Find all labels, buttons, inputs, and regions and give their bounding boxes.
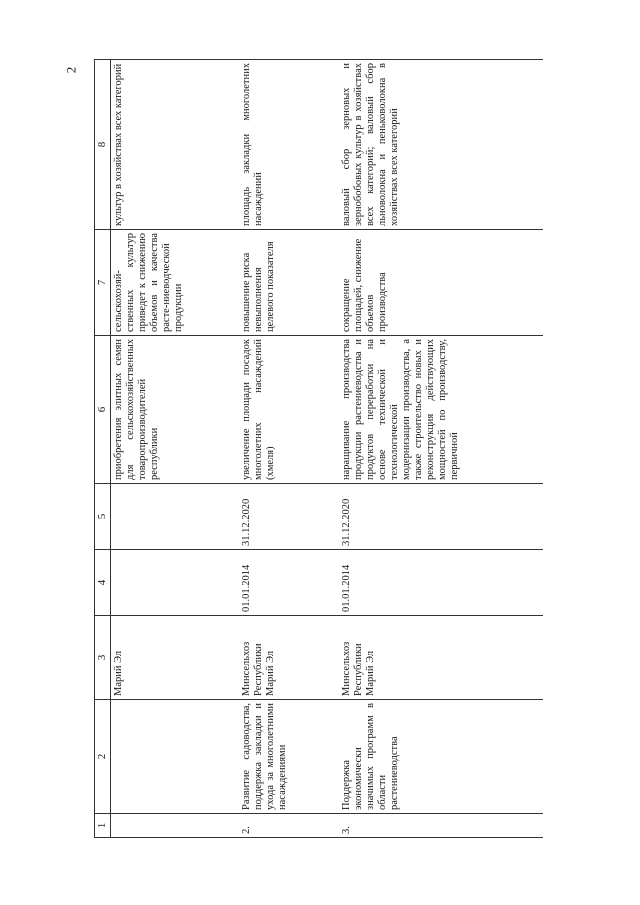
- measure-name: Поддержка экономически значимых программ в области растениеводства: [335, 700, 543, 814]
- column-number: 1: [95, 814, 111, 838]
- rotated-table-sheet: [94, 60, 540, 838]
- indicator-cell: культур в хозяйствах всех категорий: [110, 60, 235, 230]
- row-number: [110, 814, 235, 838]
- start-date-cell: 01.01.2014: [335, 550, 543, 616]
- page-number: 2: [63, 66, 79, 74]
- column-number: 3: [95, 616, 111, 700]
- column-number: 7: [95, 230, 111, 336]
- consequence-cell: повышение риска невыполнения целевого показателя: [235, 230, 335, 336]
- column-number-row: [95, 60, 111, 838]
- executor-cell: Минсельхоз Республики Марий Эл: [235, 616, 335, 700]
- measures-table: [94, 59, 543, 838]
- end-date-cell: [110, 484, 235, 550]
- consequence-cell: сокращение площадей, снижение объемов производства: [335, 230, 543, 336]
- column-number: 4: [95, 550, 111, 616]
- column-number: 6: [95, 336, 111, 484]
- expected-result-cell: наращивание производства продукции растениеводства и продуктов переработки на основе технической и технологической модернизации производства, а также строительство новых и реконструкция действующих мощностей по производству, первичной: [335, 336, 543, 484]
- table-row: [110, 60, 235, 838]
- column-number: 2: [95, 700, 111, 814]
- measure-name: Развитие садоводства, поддержка закладки и ухода за многолетними насаждениями: [235, 700, 335, 814]
- executor-cell: Минсельхоз Республики Марий Эл: [335, 616, 543, 700]
- row-number: 3.: [335, 814, 543, 838]
- indicator-cell: валовый сбор зерновых и зернобобовых культур в хозяйствах всех категорий; валовый сбор льноволокна и пеньковолокна в хозяйствах всех категорий: [335, 60, 543, 230]
- end-date-cell: 31.12.2020: [335, 484, 543, 550]
- end-date-cell: 31.12.2020: [235, 484, 335, 550]
- executor-cell: Марий Эл: [110, 616, 235, 700]
- start-date-cell: 01.01.2014: [235, 550, 335, 616]
- column-number: 5: [95, 484, 111, 550]
- indicator-cell: площадь закладки многолетних насаждений: [235, 60, 335, 230]
- expected-result-cell: увеличение площади посадок многолетних насаждений (хмеля): [235, 336, 335, 484]
- start-date-cell: [110, 550, 235, 616]
- consequence-cell: сельскохозяй-ственных культур приведет к снижению объемов и качества расте-ниеводческой продукции: [110, 230, 235, 336]
- row-number: 2.: [235, 814, 335, 838]
- table-row: [235, 60, 335, 838]
- measure-name: [110, 700, 235, 814]
- table-row: [335, 60, 543, 838]
- expected-result-cell: приобретения элитных семян для сельскохозяйственных товаропроизводителей республики: [110, 336, 235, 484]
- column-number: 8: [95, 60, 111, 230]
